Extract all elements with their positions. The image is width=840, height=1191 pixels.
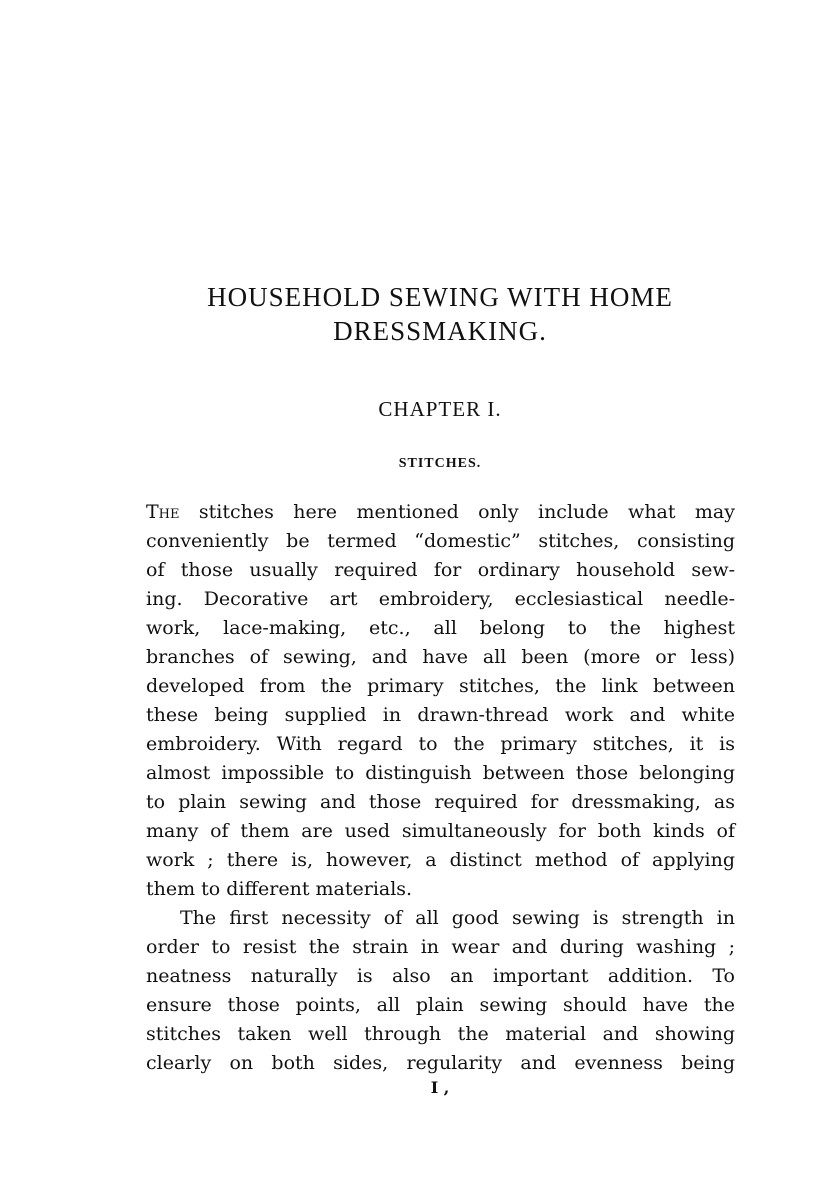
section-heading: STITCHES. <box>398 456 482 471</box>
text-line-content: stitches here mentioned only include what may <box>179 501 735 523</box>
text-line <box>146 498 735 527</box>
text-line: work, lace-making, etc., all belong to the highest <box>146 617 735 639</box>
text-line: clearly on both sides, regularity and evenness being <box>146 1052 735 1074</box>
text-line: The first necessity of all good sewing is strength in <box>180 907 735 929</box>
chapter-heading: CHAPTER I. <box>378 397 502 421</box>
drop-word: The <box>146 501 180 523</box>
page-number: I , <box>430 1078 450 1097</box>
text-line: them to different materials. <box>146 878 413 900</box>
text-line: almost impossible to distinguish between those belonging <box>146 762 735 784</box>
text-line: order to resist the strain in wear and during washing ; <box>146 936 735 958</box>
text-line: developed from the primary stitches, the link between <box>146 675 735 697</box>
text-line: these being supplied in drawn-thread work and white <box>146 704 735 726</box>
book-title-line-2: DRESSMAKING. <box>333 316 547 346</box>
text-line: work ; there is, however, a distinct method of applying <box>146 849 735 871</box>
text-line: many of them are used simultaneously for both kinds of <box>146 820 735 842</box>
text-line: stitches taken well through the material and showing <box>146 1023 735 1045</box>
book-title-line-1: HOUSEHOLD SEWING WITH HOME <box>207 282 673 312</box>
text-line: of those usually required for ordinary household sew- <box>146 559 735 581</box>
text-line: ensure those points, all plain sewing should have the <box>146 994 735 1016</box>
text-line: embroidery. With regard to the primary stitches, it is <box>146 733 735 755</box>
text-line: neatness naturally is also an important addition. To <box>146 965 735 987</box>
text-line: conveniently be termed “domestic” stitches, consisting <box>146 530 735 552</box>
text-line: to plain sewing and those required for dressmaking, as <box>146 791 735 813</box>
text-line: ing. Decorative art embroidery, ecclesiastical needle- <box>146 588 735 610</box>
text-line: branches of sewing, and have all been (more or less) <box>146 646 735 668</box>
